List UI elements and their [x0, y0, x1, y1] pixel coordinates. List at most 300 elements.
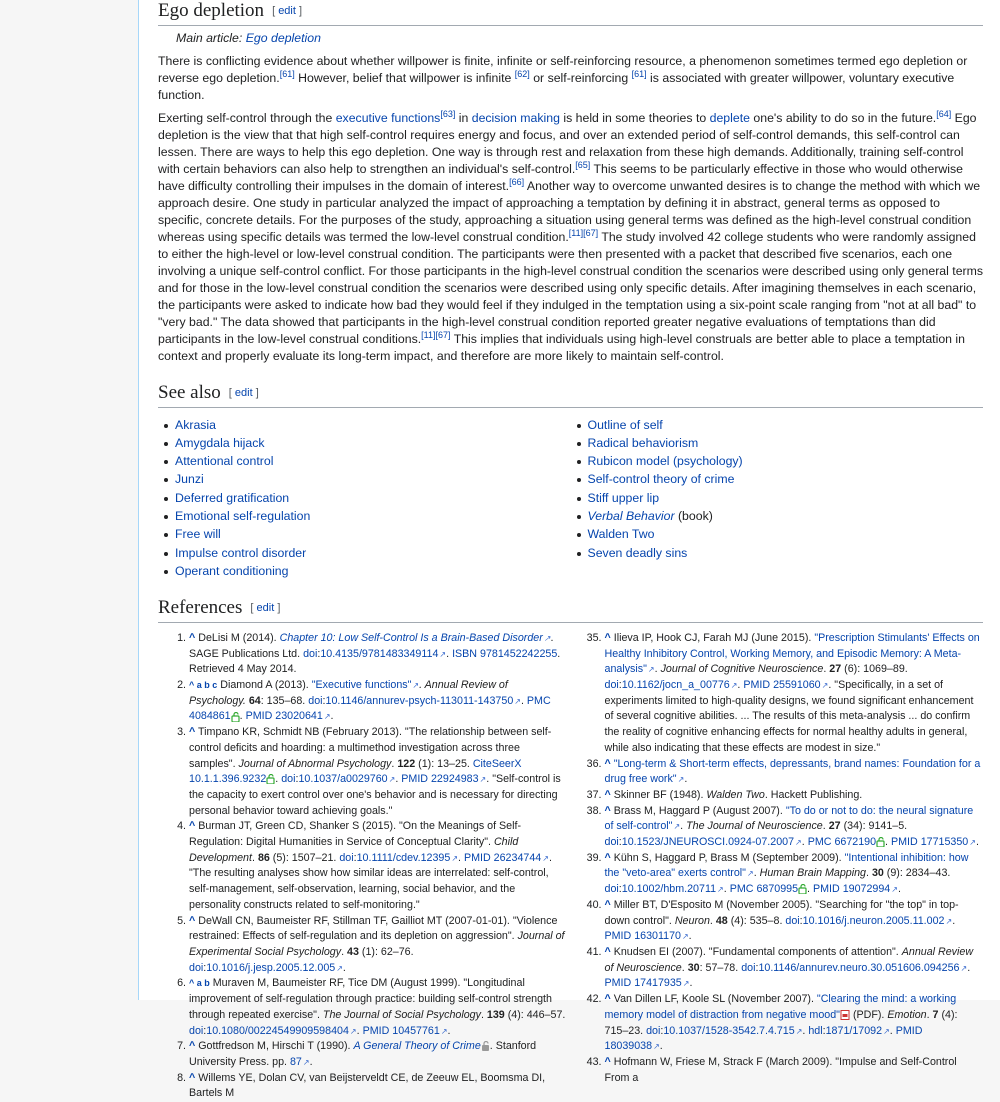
see-also-link[interactable]: Verbal Behavior [587, 508, 675, 523]
see-also-link[interactable]: Junzi [175, 472, 204, 487]
ref-text: . [447, 1024, 451, 1037]
reference-number: 38. [586, 804, 602, 817]
ref-text: . "Specifically, in a set of experiments limited to high-quality designs, we found significant enhancement of several cognitive abilities. ... The results of this meta-analysis ... do confirm the reality of cognitive enhancing effects for normal healthy adults in general, while also indicating that these effects are modest in size." [604, 679, 974, 754]
reference-number: 2. [177, 679, 186, 692]
doi-link[interactable]: 10.1111/cdev.12395 ↗ [357, 852, 458, 864]
see-also-list [158, 416, 983, 581]
ref-text: . [659, 1040, 663, 1053]
text: or self-reinforcing [529, 70, 632, 85]
pmid-link[interactable]: 23020641 ↗ [275, 710, 330, 722]
backlink-caret[interactable]: ^ a b c [189, 680, 218, 691]
text: There is conflicting evidence about whether willpower is finite, infinite or self-reinforcing resource, a phenomenon sometimes termed ego depletion or reverse ego depletion. [158, 53, 968, 85]
ref-text: Van Dillen LF, Koole SL (November 2007). [613, 993, 817, 1006]
backlink-caret[interactable]: ^ a b [189, 978, 210, 989]
pmid-label-link[interactable]: PMID [362, 1024, 390, 1037]
pmid-link[interactable]: 22924983 ↗ [431, 773, 486, 785]
text: one's ability to do so in the future. [749, 110, 937, 125]
reference-number: 37. [586, 788, 602, 801]
hatnote-prefix: Main article: [176, 30, 243, 45]
doi-label-link[interactable]: doi [741, 961, 756, 974]
doi-label-link[interactable]: doi [303, 647, 318, 660]
pmid-link[interactable]: 25591060 ↗ [773, 679, 828, 691]
ref-text: . [341, 945, 348, 958]
edit-section: [ edit ] [272, 4, 303, 17]
reference-number: 42. [586, 993, 602, 1006]
hdl-label-link[interactable]: hdl [808, 1024, 823, 1037]
pmid-label-link[interactable]: PMID [895, 1024, 923, 1037]
reference-number: 43. [586, 1055, 602, 1068]
reference-item: 2. ^ a b c Diamond A (2013). "Executive functions" ↗ . Annual Review of Psychology. 64: 135–68. doi:10.1146/annurev-psych-113011-143750 ↗ . PMC 4084861 . PMID 23020641 ↗ . [158, 678, 568, 725]
ref-text: . [885, 836, 891, 849]
doi-link[interactable]: 10.1146/annurev-psych-113011-143750 ↗ [326, 695, 521, 707]
citation-link[interactable]: [64] [936, 108, 952, 119]
backlink-caret[interactable]: ^ [189, 631, 196, 644]
ref-text: (5): 1507–21. [269, 851, 340, 864]
reference-number: 41. [586, 945, 602, 958]
pmid-link[interactable]: 18039038 ↗ [605, 1040, 660, 1052]
see-also-column-right [571, 416, 984, 581]
pmid-label-link[interactable]: PMID [813, 883, 840, 896]
reference-number: 36. [586, 757, 602, 770]
reference-item: 5. ^ DeWall CN, Baumeister RF, Stillman TF, Gailliot MT (2007-01-01). "Violence restrained: Effects of self-regulation and its depletion on aggression". Journal of Experimental Social Psychology. 43 (1): 62–76. doi:10.1016/j.jesp.2005.12.005 ↗ . [158, 914, 568, 977]
text: The study involved 42 college students who were randomly assigned to either the high-level or low-level construal condition. The participants were then presented with a packet that described five scenarios, each one involving a unique self-control conflict. For those participants in the high-level construal condition the scenarios were described using only general terms and for those in the low-level construal condition the scenarios were described using only specific details. After imagining themselves in each scenario, the participants were asked to indicate how bad they would feel if they indulged in the temptation using a six-point scale ranging from "not at all bad" to "very bad." The data showed that participants in the high-level construal condition reported greater negative evaluations of temptations than did participants in the low-level construal conditions. [158, 229, 984, 346]
see-also-link[interactable]: Radical behaviorism [587, 435, 699, 450]
pmc-label-link[interactable]: PMC [807, 836, 832, 849]
ref-text: (PDF). [849, 1008, 888, 1021]
see-also-item [588, 434, 984, 452]
ref-text: . [520, 694, 527, 707]
reference-title-link[interactable]: "Intentional inhibition: how the "veto-area" exerts control" ↗ [605, 852, 969, 880]
text: Another way to overcome unwanted desires is to change the method with which we approach desire. One study in particular analyzed the impact of approaching a temptation by defining it in abstract, general terms as opposed to specific, concrete details. For the purposes of the study, approaching a situation using general terms was defined as the high-level construal condition whereas using specific details was termed the low-level construal condition. [158, 178, 981, 244]
ref-text: . Stanford University Press. pp. [189, 1040, 537, 1068]
text: However, belief that willpower is infinite [294, 70, 515, 85]
see-also-item [175, 452, 571, 470]
ref-text: Burman JT, Green CD, Shanker S (2015). "On the Meanings of Self-Regulation: Digital Humanities in Service of Conceptual Clarity". [189, 820, 522, 849]
ref-text: . [275, 773, 282, 786]
ref-text: . [446, 647, 453, 660]
reference-item: 3. ^ Timpano KR, Schmidt NB (February 2013). "The relationship between self-control deficits and hoarding: a multimethod investigation across three samples". Journal of Abnormal Psychology. 122 (1): 13–25. CiteSeerX 10.1.1.396.9232 . doi:10.1037/a0029760 ↗ . PMID 22924983 ↗ . "Self-control is the capacity to exert control over one's behavior and is necessary for directing personal behavior toward achieving goals." [158, 725, 568, 819]
edit-link-see-also[interactable]: edit [234, 386, 253, 399]
doi-label-link[interactable]: doi [339, 851, 354, 864]
ref-text: . [458, 851, 464, 864]
ref-text: . [823, 663, 830, 676]
ref-journal: Journal of Abnormal Psychology [238, 757, 392, 770]
reference-item [158, 1039, 568, 1070]
ref-volume: 30 [687, 961, 700, 974]
ref-text: : 57–78. [699, 961, 742, 974]
ref-text: . Retrieved 4 May 2014. [189, 647, 561, 676]
isbn-link[interactable]: 9781452242255 [480, 647, 558, 660]
ref-text: (9): 2834–43. [883, 867, 951, 880]
ref-text: . [802, 1024, 809, 1037]
doi-link[interactable]: 10.1016/j.neuron.2005.11.002 ↗ [803, 915, 953, 927]
pmid-label-link[interactable]: PMID [891, 836, 918, 849]
reference-item [574, 757, 984, 788]
ref-text: (6): 1069–89. [841, 663, 908, 676]
ref-text: . [330, 710, 334, 723]
ref-text: . [889, 1024, 896, 1037]
ref-journal: The Journal of Neuroscience [686, 820, 823, 833]
see-also-column-left [158, 416, 571, 581]
ref-journal: Journal of Cognitive Neuroscience [660, 663, 824, 676]
ref-journal: The Journal of Social Psychology [322, 1008, 481, 1021]
see-also-link[interactable]: Emotional self-regulation [175, 508, 311, 523]
see-also-item [588, 470, 984, 488]
see-also-link[interactable]: Operant conditioning [175, 563, 289, 578]
open-access-lock-icon [876, 837, 885, 847]
reference-number: 4. [177, 820, 186, 833]
ref-journal: Human Brain Mapping [759, 867, 866, 880]
see-also-item [588, 507, 984, 525]
hatnote [158, 31, 983, 45]
hdl-link[interactable]: 1871/17092 ↗ [826, 1025, 890, 1037]
reference-item: 4. ^ Burman JT, Green CD, Shanker S (2015). "On the Meanings of Self-Regulation: Digital Humanities in Service of Conceptual Clarity". Child Development. 86 (5): 1507–21. doi:10.1111/cdev.12395 ↗ . PMID 26234744 ↗ . "The resulting analyses show how similar ideas are interrelated: self-control, self-management, self-observation, learning, social behavior, and the personality constructs related to self-monitoring." [158, 819, 568, 913]
link-executive-functions[interactable]: executive functions [335, 110, 441, 125]
backlink-caret[interactable]: ^ [189, 1071, 196, 1084]
page-link[interactable]: 87 ↗ [290, 1056, 310, 1068]
reference-item: 35. ^ Ilieva IP, Hook CJ, Farah MJ (June 2015). "Prescription Stimulants' Effects on Healthy Inhibitory Control, Working Memory, and Episodic Memory: A Meta-analysis" ↗ . Journal of Cognitive Neuroscience. 27 (6): 1069–89. doi:10.1162/jocn_a_00776 ↗ . PMID 25591060 ↗ . "Specifically, in a set of experiments limited to high-quality designs, we found significant enhancement of several cognitive abilities. ... The results of this meta-analysis ... do confirm the reality of cognitive enhancing effects for normal healthy adults in general, while also indicating that these effects are modest in size." [574, 631, 984, 757]
ref-volume: 86 [257, 851, 270, 864]
ref-journal: Walden Two [706, 788, 765, 801]
pmc-label-link[interactable]: PMC [526, 694, 551, 707]
ref-text: . [723, 883, 730, 896]
ref-text: Miller BT, D'Esposito M (November 2005). "Searching for "the top" in top-down control". [604, 898, 959, 927]
section-heading-references [158, 596, 983, 623]
reference-title-link[interactable]: A General Theory of Crime [353, 1040, 481, 1053]
pmc-link[interactable]: 6870995 [756, 883, 799, 896]
pmc-link[interactable]: 6672190 [834, 836, 877, 849]
reference-title-link[interactable]: "Clearing the mind: a working memory model of distraction from negative mood" [604, 993, 957, 1021]
citation-link[interactable]: [63] [440, 108, 456, 119]
see-also-suffix: (book) [674, 508, 713, 523]
ref-text: . "The resulting analyses show how similar ideas are interrelated: self-control, self-management, self-observation, learning, social behavior, and the personality constructs related to self-monitoring." [189, 851, 552, 911]
ref-text: . [680, 820, 687, 833]
text: is held in some theories to [559, 110, 710, 125]
paragraph-2 [158, 110, 983, 365]
see-also-item [175, 525, 571, 543]
ref-text: . [342, 961, 346, 974]
ref-journal: Journal of Experimental Social Psychology [189, 930, 565, 958]
doi-link[interactable]: 10.1037/1528-3542.7.4.715 ↗ [663, 1025, 802, 1037]
backlink-caret[interactable]: ^ [604, 804, 611, 817]
backlink-caret[interactable]: ^ [189, 914, 196, 927]
reference-title-link[interactable]: Chapter 10: Low Self-Control Is a Brain-Based Disorder ↗ [280, 632, 551, 644]
see-also-item [175, 489, 571, 507]
ref-text: . [967, 961, 971, 974]
heading-text: Ego depletion [158, 0, 265, 21]
ref-text: . [709, 914, 716, 927]
citation-link[interactable]: [65] [575, 159, 591, 170]
ref-text: Diamond A (2013). [217, 679, 312, 692]
citation-link[interactable]: [66] [509, 176, 525, 187]
ref-volume: 48 [715, 914, 728, 927]
reference-title-link[interactable]: "Long-term & Short-term effects, depressants, brand names: Foundation for a drug free work" ↗ [605, 758, 981, 786]
see-also-link[interactable]: Amygdala hijack [175, 435, 265, 450]
ref-text: . [897, 883, 901, 896]
pmid-label-link[interactable]: PMID [463, 851, 491, 864]
references-column-right [574, 631, 984, 1102]
ref-text: . [865, 867, 872, 880]
doi-label-link[interactable]: doi [604, 679, 619, 692]
citation-link[interactable]: [11][67] [421, 329, 451, 340]
references-list [158, 631, 983, 1102]
citation-link[interactable]: [62] [514, 68, 530, 79]
doi-link[interactable]: 10.1080/00224549909598404 ↗ [206, 1025, 356, 1037]
see-also-link[interactable]: Rubicon model (psychology) [587, 454, 743, 469]
see-also-item [175, 416, 571, 434]
ref-text: (4): 535–8. [727, 914, 786, 927]
ref-text: Knudsen EI (2007). "Fundamental components of attention". [613, 945, 902, 958]
pmid-label-link[interactable]: PMID [604, 930, 632, 943]
pmid-label-link[interactable]: PMID [604, 977, 632, 990]
ref-volume: 27 [828, 820, 841, 833]
ref-text: . [801, 836, 808, 849]
ref-text: Hofmann W, Friese M, Strack F (March 2009). "Impulse and Self-Control From a [604, 1055, 957, 1084]
link-decision-making[interactable]: decision making [471, 110, 560, 125]
doi-label-link[interactable]: doi [785, 914, 800, 927]
section-heading-ego-depletion [158, 0, 983, 26]
open-access-lock-icon [231, 712, 240, 722]
citeseerx-link[interactable]: 10.1.1.396.9232 [189, 773, 267, 786]
ref-text: DeLisi M (2014). [198, 631, 280, 644]
ref-text: (34): 9141–5. [840, 820, 908, 833]
pmid-label-link[interactable]: PMID [743, 679, 771, 692]
heading-text: References [158, 597, 243, 619]
pmid-label-link[interactable]: PMID [401, 773, 428, 786]
see-also-item [588, 452, 984, 470]
references-column-left [158, 631, 568, 1102]
reference-number: 7. [177, 1040, 186, 1053]
edit-link-references[interactable]: edit [256, 601, 275, 614]
ref-volume: 122 [397, 757, 416, 770]
open-access-lock-icon [798, 884, 807, 894]
see-also-item [175, 434, 571, 452]
ref-volume: 27 [829, 663, 842, 676]
pmid-link[interactable]: 19072994 ↗ [843, 883, 898, 895]
citeseerx-label-link[interactable]: CiteSeerX [472, 757, 522, 770]
backlink-caret[interactable]: ^ [604, 757, 611, 770]
see-also-link[interactable]: Attentional control [175, 454, 274, 469]
ref-text: . [688, 930, 692, 943]
reference-item: 41. ^ Knudsen EI (2007). "Fundamental components of attention". Annual Review of Neuroscience. 30: 57–78. doi:10.1146/annurev.neuro.30.051606.094256 ↗ . PMID 17417935 ↗ . [574, 945, 984, 992]
link-deplete[interactable]: deplete [709, 110, 750, 125]
pmid-link[interactable]: 10457761 ↗ [392, 1025, 447, 1037]
doi-label-link[interactable]: doi [604, 836, 619, 849]
backlink-caret[interactable]: ^ [189, 1040, 196, 1053]
pmid-link[interactable]: 17715350 ↗ [921, 836, 976, 848]
citation-link[interactable]: [61] [279, 68, 295, 79]
see-also-link[interactable]: Deferred gratification [175, 490, 290, 505]
ref-text: Kühn S, Haggard P, Brass M (September 2009). [613, 851, 845, 864]
see-also-link[interactable]: Impulse control disorder [175, 545, 307, 560]
doi-link[interactable]: 10.1002/hbm.20711 ↗ [622, 883, 724, 895]
edit-section: [ edit ] [250, 601, 281, 614]
ref-text: . [737, 679, 744, 692]
reference-item: 40. ^ Miller BT, D'Esposito M (November 2005). "Searching for "the top" in top-down control". Neuron. 48 (4): 535–8. doi:10.1016/j.neuron.2005.11.002 ↗ . PMID 16301170 ↗ . [574, 898, 984, 945]
ref-volume: 64 [248, 694, 261, 707]
see-also-link[interactable]: Stiff upper lip [587, 490, 660, 505]
ref-text: . [926, 1008, 933, 1021]
citation-link[interactable]: [61] [631, 68, 647, 79]
pmid-link[interactable]: 16301170 ↗ [634, 930, 688, 942]
ref-text: Timpano KR, Schmidt NB (February 2013). "The relationship between self-control deficits and hoarding: a multimethod investigation across three samples". [189, 726, 552, 770]
article-content [158, 0, 983, 1102]
doi-label-link[interactable]: doi [189, 1024, 204, 1037]
ref-text: . [822, 820, 829, 833]
pmc-link[interactable]: 4084861 [189, 710, 231, 723]
reference-item: 6. ^ a b Muraven M, Baumeister RF, Tice DM (August 1999). "Longitudinal improvement of self-regulation through practice: building self-control strength through repeated exercise". The Journal of Social Psychology. 139 (4): 446–57. doi:10.1080/00224549909598404 ↗ . PMID 10457761 ↗ . [158, 976, 568, 1039]
reference-item: 42. ^ Van Dillen LF, Koole SL (November 2007). "Clearing the mind: a working memory model of distraction from negative mood" (PDF). Emotion. 7 (4): 715–23. doi:10.1037/1528-3542.7.4.715 ↗ . hdl:1871/17092 ↗ . PMID 18039038 ↗ . [574, 992, 984, 1055]
ref-journal: Child Development [189, 836, 519, 864]
paragraph-1 [158, 53, 983, 104]
ref-text: . [251, 851, 258, 864]
text: This implies that individuals using high-level construals are better able to place a temptation in context and properly evaluate its long-term impact, and therefore are more likely to maintain self-control. [158, 331, 965, 363]
text: Ego depletion is the view that that high self-control requires energy and focus, and over an extended period of self-control demands, this self-control can lessen. There are ways to help this ego depletion. One way is through rest and relaxation from these high demands. Additionally, training self-control with certain behaviors can also help to strengthen an individual's self-control. [158, 110, 977, 176]
see-also-link[interactable]: Walden Two [587, 527, 655, 542]
see-also-link[interactable]: Seven deadly sins [587, 545, 688, 560]
ref-text: Skinner BF (1948). [613, 788, 707, 801]
ref-text: . "Self-control is the capacity to exert control over one's behavior and is necessary for directing personal behavior toward achieving goals." [189, 773, 561, 817]
ref-text: . [654, 663, 661, 676]
reference-number: 1. [177, 631, 186, 644]
ref-text: . Annual Review of Psychology. [189, 679, 508, 707]
ref-text: . [391, 757, 398, 770]
doi-label-link[interactable]: doi [308, 694, 323, 707]
reference-item [574, 788, 984, 804]
reference-item [158, 1071, 568, 1102]
see-also-item [588, 489, 984, 507]
ref-volume: 139 [486, 1008, 505, 1021]
see-also-link[interactable]: Akrasia [175, 417, 217, 432]
backlink-caret[interactable]: ^ [604, 898, 611, 911]
doi-link[interactable]: 10.4135/9781483349114 ↗ [320, 648, 446, 660]
reference-item: 1. ^ DeLisi M (2014). Chapter 10: Low Self-Control Is a Brain-Based Disorder ↗ . SAGE Publications Ltd. doi:10.4135/9781483349114 ↗ . ISBN 9781452242255. Retrieved 4 May 2014. [158, 631, 568, 678]
pmid-link[interactable]: 17417935 ↗ [634, 977, 689, 989]
reference-item: 39. ^ Kühn S, Haggard P, Brass M (September 2009). "Intentional inhibition: how the "veto-area" exerts control" ↗ . Human Brain Mapping. 30 (9): 2834–43. doi:10.1002/hbm.20711 ↗ . PMC 6870995 . PMID 19072994 ↗ . [574, 851, 984, 898]
ref-volume: 30 [871, 867, 884, 880]
ref-text: . [309, 1055, 313, 1068]
doi-label-link[interactable]: doi [281, 773, 296, 786]
ref-text: . Hackett Publishing. [764, 788, 863, 801]
open-access-lock-icon [266, 774, 275, 784]
ref-text: (1): 62–76. [358, 945, 414, 958]
ref-text: . [753, 867, 760, 880]
reference-item [574, 1055, 984, 1086]
doi-link[interactable]: 10.1037/a0029760 ↗ [298, 773, 395, 785]
pmid-label-link[interactable]: PMID [245, 710, 273, 723]
see-also-link[interactable]: Outline of self [587, 417, 663, 432]
reference-number: 5. [177, 914, 186, 927]
see-also-item [175, 562, 571, 580]
doi-link[interactable]: 10.1523/JNEUROSCI.0924-07.2007 ↗ [622, 836, 802, 848]
backlink-caret[interactable]: ^ [604, 993, 611, 1006]
pmid-link[interactable]: 26234744 ↗ [494, 852, 549, 864]
ref-text: (1): 13–25. [415, 757, 473, 770]
ref-text: Brass M, Haggard P (August 2007). [613, 804, 786, 817]
reference-number: 8. [177, 1071, 186, 1084]
ref-text: . [356, 1024, 363, 1037]
reference-item: 38. ^ Brass M, Haggard P (August 2007). "To do or not to do: the neural signature of self-control" ↗ . The Journal of Neuroscience. 27 (34): 9141–5. doi:10.1523/JNEUROSCI.0924-07.2007 ↗ . PMC 6672190 . PMID 17715350 ↗ . [574, 804, 984, 851]
backlink-caret[interactable]: ^ [604, 851, 611, 864]
see-also-link[interactable]: Free will [175, 527, 221, 542]
doi-label-link[interactable]: doi [604, 883, 619, 896]
text: This seems to be particularly effective in those who would otherwise have difficulty controlling their impulses in the domain of interest. [158, 161, 964, 193]
ref-text: . [395, 773, 402, 786]
pmc-label-link[interactable]: PMC [729, 883, 754, 896]
reference-title-link[interactable]: "Prescription Stimulants' Effects on Healthy Inhibitory Control, Working Memory, and Episodic Memory: A Meta-analysis" ↗ [605, 632, 980, 675]
doi-label-link[interactable]: doi [189, 961, 204, 974]
edit-link-ego-depletion[interactable]: edit [278, 4, 296, 17]
ref-journal: Annual Review of Neuroscience [604, 945, 974, 974]
ref-text: . [689, 977, 693, 990]
doi-link[interactable]: 10.1146/annurev.neuro.30.051606.094256 ↗ [758, 962, 967, 974]
limited-access-lock-icon [481, 1041, 490, 1051]
edit-section: [ edit ] [228, 386, 259, 399]
ref-volume: 7 [932, 1008, 939, 1021]
see-also-item [175, 544, 571, 562]
ref-text: DeWall CN, Baumeister RF, Stillman TF, Gailliot MT (2007-01-01). "Violence restrained: Effects of self-regulation and its depletion on aggression". [189, 914, 558, 943]
main-article-link[interactable]: Ego depletion [245, 30, 321, 45]
ref-text: . [807, 883, 813, 896]
see-also-item [588, 525, 984, 543]
ref-volume: 43 [347, 945, 359, 958]
backlink-caret[interactable]: ^ [604, 788, 611, 801]
see-also-item [588, 416, 984, 434]
reference-number: 35. [586, 631, 602, 644]
ref-text: (4): 715–23. [604, 1008, 958, 1037]
text: Exerting self-control through the [158, 110, 336, 125]
ref-text: . [681, 961, 688, 974]
ref-text: (4): 446–57. [504, 1008, 566, 1021]
reference-number: 40. [586, 898, 602, 911]
heading-text: See also [158, 381, 221, 403]
isbn-label-link[interactable]: ISBN [452, 647, 478, 660]
citation-link[interactable]: [11][67] [568, 227, 599, 238]
doi-label-link[interactable]: doi [646, 1024, 661, 1037]
section-heading-see-also [158, 381, 983, 408]
reference-title-link[interactable]: "To do or not to do: the neural signature of self-control" ↗ [605, 805, 974, 833]
article-page [138, 0, 1000, 1100]
backlink-caret[interactable]: ^ [604, 945, 611, 958]
see-also-item [588, 544, 984, 562]
text: is associated with greater willpower, voluntary executive function. [158, 70, 955, 102]
ref-text: Willems YE, Dolan CV, van Beijsterveldt CE, de Zeeuw EL, Boomsma DI, Bartels M [189, 1071, 546, 1100]
reference-number: 3. [177, 726, 186, 739]
reference-number: 6. [177, 977, 186, 990]
see-also-item [175, 470, 571, 488]
ref-text: : 135–68. [260, 694, 309, 707]
ref-text: Gottfredson M, Hirschi T (1990). [198, 1040, 354, 1053]
backlink-caret[interactable]: ^ [189, 726, 196, 739]
reference-title-link[interactable]: "Executive functions" ↗ [312, 679, 419, 691]
doi-link[interactable]: 10.1162/jocn_a_00776 ↗ [622, 679, 738, 691]
ref-text: Ilieva IP, Hook CJ, Farah MJ (June 2015). [613, 631, 815, 644]
backlink-caret[interactable]: ^ [189, 820, 196, 833]
ref-text: . [952, 914, 956, 927]
ref-text: Muraven M, Baumeister RF, Tice DM (August 1999). "Longitudinal improvement of self-regulation through practice: building self-control strength through repeated exercise". [189, 977, 552, 1021]
ref-text: . [975, 836, 979, 849]
ref-text: . [480, 1008, 487, 1021]
ref-text: . [684, 773, 688, 786]
see-also-link[interactable]: Self-control theory of crime [587, 472, 735, 487]
doi-link[interactable]: 10.1016/j.jesp.2005.12.005 ↗ [206, 962, 343, 974]
ref-journal: Emotion [887, 1008, 927, 1021]
see-also-item [175, 507, 571, 525]
backlink-caret[interactable]: ^ [604, 1055, 611, 1068]
ref-journal: Neuron [674, 914, 710, 927]
pdf-icon [840, 1010, 850, 1020]
backlink-caret[interactable]: ^ [604, 631, 611, 644]
